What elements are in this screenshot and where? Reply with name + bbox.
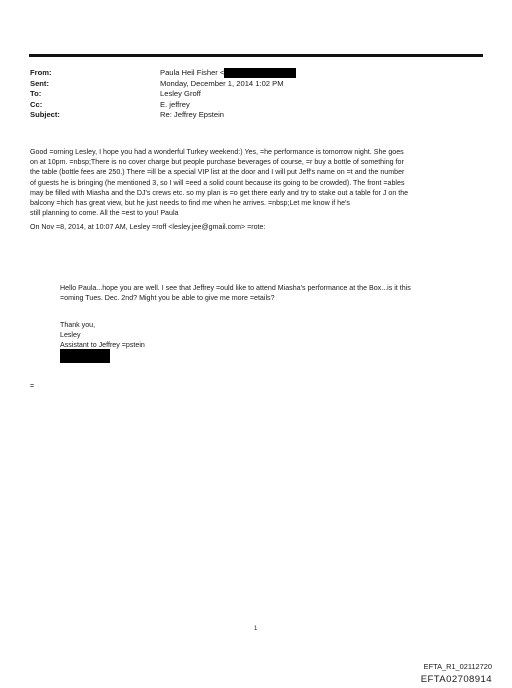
quote-attribution: On Nov =8, 2014, at 10:07 AM, Lesley =roff <lesley.jee@gmail.com> =rote: (30, 223, 266, 231)
header-rule (29, 54, 483, 57)
redaction-box (224, 68, 296, 78)
document-reference-1: EFTA_R1_02112720 (423, 662, 492, 671)
email-body: Good =orning Lesley, I hope you had a wonderful Turkey weekend:) Yes, =he performance is tomorrow night. She goes on at 10pm. =nbsp;There is no cover charge but people purchase beverages of course, =r buy a bottle of something for the table (bottle fees are 250.) There =ill be a special VIP list at the door and I will put Jeff's name on =t and the number of guests he is bringing (he mentioned 3, so I will =eed a solid count because its going to be crowded). The front =ables may be filled with Miasha and the DJ's crews etc. so my plan is =o get there early and try to stake out a table for J on the balcony =hich has great view, but he just needs to find me when he arrives. =nbsp;Let me know if he's still planning to come. All the =est to you! Paula (30, 148, 409, 218)
equals-mark: = (30, 382, 35, 390)
sent-row (30, 79, 470, 90)
to-label: To: (30, 89, 42, 99)
signature-line-2: Lesley (60, 331, 81, 340)
to-value: Lesley Groff (160, 89, 201, 99)
signature (60, 320, 145, 351)
signature-line-1: Thank you, (60, 321, 96, 329)
subject-row (30, 110, 470, 121)
page-number: 1 (254, 626, 258, 632)
email-header (30, 68, 470, 121)
cc-label: Cc: (30, 99, 43, 109)
signature-line-3: Assistant to Jeffrey =pstein (60, 341, 145, 350)
subject-label: Subject: (30, 110, 60, 120)
subject-value: Re: Jeffrey Epstein (160, 110, 225, 120)
from-sender: Paula Heil Fisher < (160, 68, 225, 77)
quoted-message: Hello Paula...hope you are well. I see that Jeffrey =ould like to attend Miasha's performance at the Box...is it this =oming Tues. Dec. 2nd? Might you be able to give me more =etails? (60, 284, 411, 303)
redaction-box-signature (60, 349, 110, 363)
cc-row (30, 100, 470, 111)
sent-value: Monday, December 1, 2014 1:02 PM (160, 78, 284, 88)
to-row (30, 89, 470, 100)
from-label: From: (30, 68, 52, 77)
document-reference-2: EFTA02708914 (420, 674, 492, 685)
from-row (30, 68, 470, 79)
from-value (160, 68, 470, 79)
cc-value: E. jeffrey (160, 99, 190, 109)
sent-label: Sent: (30, 78, 49, 88)
